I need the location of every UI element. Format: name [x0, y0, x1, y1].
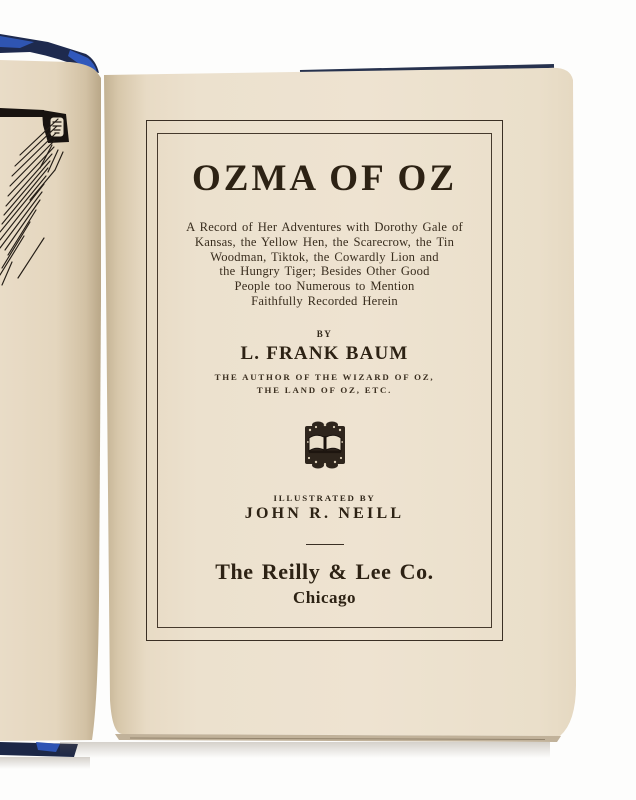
publisher-city: Chicago [293, 588, 356, 607]
subtitle-line: People too Numerous to Mention [234, 279, 415, 294]
book-subtitle [147, 220, 502, 309]
author-name: L. FRANK BAUM [240, 343, 409, 364]
book-shadow [60, 742, 550, 758]
verso-page [0, 60, 101, 741]
book-title: OZMA OF OZ [191, 158, 458, 199]
publisher-name: The Reilly & Lee Co. [215, 559, 434, 584]
illustrated-by-label: ILLUSTRATED BY [273, 493, 376, 503]
book-shadow [0, 757, 90, 769]
byline-label: BY [316, 329, 333, 339]
divider-rule [306, 544, 344, 545]
title-page-border-outer [146, 120, 503, 641]
author-credit-line: THE AUTHOR OF THE WIZARD OF OZ, [214, 372, 435, 382]
illustrator-name: JOHN R. NEILL [244, 505, 405, 522]
subtitle-line: A Record of Her Adventures with Dorothy Gale of [186, 220, 463, 234]
author-credit-line: THE LAND OF OZ, ETC. [256, 385, 393, 395]
subtitle-line: Faithfully Recorded Herein [251, 293, 398, 308]
subtitle-line: Woodman, Tiktok, the Cowardly Lion and [210, 249, 439, 264]
author-credit [147, 371, 502, 397]
subtitle-line: the Hungry Tiger; Besides Other Good [219, 264, 430, 279]
open-book-woodcut-icon [302, 418, 348, 470]
publisher-ornament-icon [147, 418, 502, 475]
subtitle-line: Kansas, the Yellow Hen, the Scarecrow, the Tin [194, 234, 455, 249]
